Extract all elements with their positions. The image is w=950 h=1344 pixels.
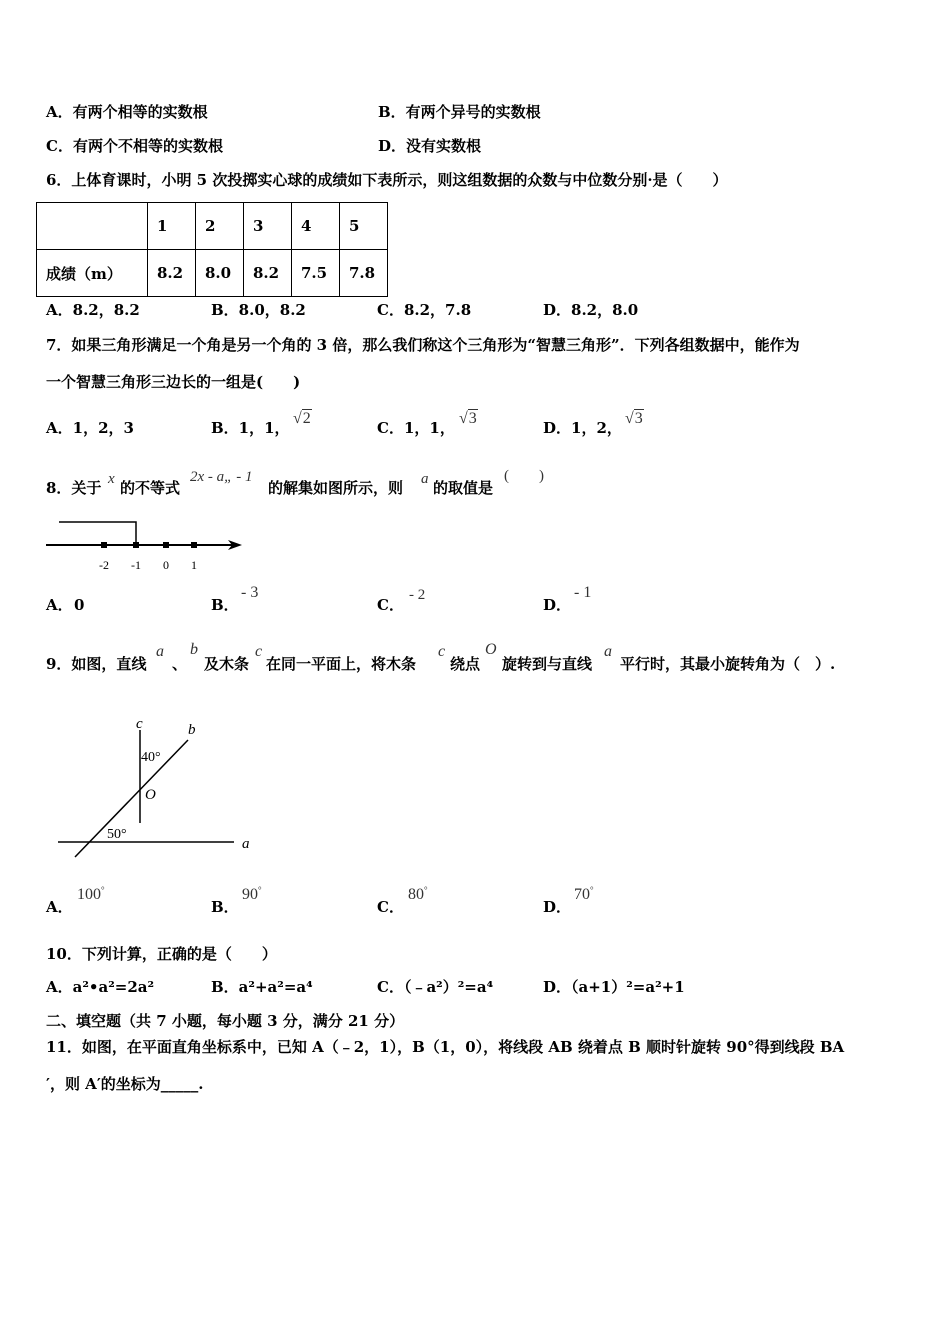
q9-stem-part3: 在同一平面上，将木条 — [266, 655, 417, 673]
q9-var-c: c — [255, 643, 263, 660]
table-cell: 8.2 — [244, 250, 292, 297]
q8-stem-part1: 8．关于 — [46, 479, 102, 497]
tick-label: -1 — [131, 558, 141, 572]
q8-option-a-value: 0 — [74, 596, 85, 614]
q9-stem-part5: 旋转到与直线 — [502, 655, 593, 673]
q8-option-b-label: B． — [211, 596, 239, 614]
q8-option-a-label: A． — [46, 596, 73, 614]
table-cell: 5 — [340, 203, 388, 250]
q11-line1: 11．如图，在平面直角坐标系中，已知 A（﹣2，1），B（1，0），将线段 AB 绕着点 B 顺时针旋转 90°得到线段 BA — [46, 1038, 845, 1056]
table-cell: 7.5 — [292, 250, 340, 297]
q10-option-c: C．（﹣a²）²=a⁴ — [377, 978, 494, 996]
section-heading: 二、填空题（共 7 小题，每小题 3 分，满分 21 分） — [46, 1012, 405, 1030]
q7-option-b-sqrt: √2 — [293, 410, 311, 427]
label-a: a — [242, 836, 250, 852]
q6-stem: 6．上体育课时，小明 5 次投掷实心球的成绩如下表所示，则这组数据的众数与中位数分别·是（ ） — [46, 171, 728, 189]
q7-option-c: C．1，1， — [377, 419, 455, 437]
tick-label: -2 — [99, 558, 109, 572]
q7-stem-line1: 7．如果三角形满足一个角是另一个角的 3 倍，那么我们称这个三角形为“智慧三角形”．下列各组数据中，能作为 — [46, 336, 800, 354]
q9-var-a: a — [156, 643, 164, 660]
q9-stem-part4: 绕点 — [450, 655, 481, 673]
label-b: b — [188, 722, 196, 738]
q9-option-b-label: B． — [211, 898, 239, 916]
q6-option-b: B．8.0，8.2 — [211, 301, 306, 319]
q8-stem-part2: 的不等式 — [120, 479, 181, 497]
q6-option-a: A．8.2，8.2 — [46, 301, 140, 319]
tick-label: 0 — [163, 558, 169, 572]
label-angle-50: 50° — [107, 827, 127, 842]
q5-option-d: D．没有实数根 — [378, 137, 482, 155]
label-c: c — [136, 716, 143, 732]
q5-option-c: C．有两个不相等的实数根 — [46, 137, 223, 155]
q7-option-b: B．1，1， — [211, 419, 290, 437]
q9-stem-part1: 9．如图，直线 — [46, 655, 147, 673]
q7-stem-line2: 一个智慧三角形三边长的一组是( ) — [46, 373, 301, 391]
q8-inequality: 2x - a„ - 1 — [190, 469, 253, 485]
table-cell: 3 — [244, 203, 292, 250]
q9-option-a-value: 100° — [77, 885, 105, 903]
table-cell: 1 — [148, 203, 196, 250]
label-angle-40: 40° — [141, 750, 161, 765]
table-header-row — [37, 203, 388, 250]
q8-option-b-value: - 3 — [241, 584, 259, 601]
q9-option-d-value: 70° — [574, 885, 594, 903]
label-o: O — [145, 787, 156, 803]
q8-option-d-value: - 1 — [574, 584, 592, 601]
q9-option-c-label: C． — [377, 898, 404, 916]
q10-option-a: A．a²•a²=2a² — [46, 978, 155, 996]
tick-label: 1 — [191, 558, 197, 572]
q9-var-c2: c — [438, 643, 446, 660]
q10-stem: 10．下列计算，正确的是（ ） — [46, 945, 277, 963]
q8-stem-part3: 的解集如图所示，则 — [268, 479, 404, 497]
q10-option-b: B．a²+a²=a⁴ — [211, 978, 313, 996]
table-cell: 2 — [196, 203, 244, 250]
q7-option-d-sqrt: √3 — [625, 410, 643, 427]
tick-mark — [101, 542, 107, 548]
q9-geometry-figure — [50, 710, 270, 870]
q7-option-c-sqrt: √3 — [459, 410, 477, 427]
q7-option-a: A．1，2，3 — [46, 419, 134, 437]
q8-var-a: a — [421, 471, 429, 487]
table-cell: 7.8 — [340, 250, 388, 297]
q8-number-line-figure — [40, 515, 250, 575]
q5-option-b: B．有两个异号的实数根 — [378, 103, 541, 121]
table-cell: 4 — [292, 203, 340, 250]
q5-option-a: A．有两个相等的实数根 — [46, 103, 208, 121]
table-row-label: 成绩（m） — [37, 250, 148, 297]
tick-mark — [191, 542, 197, 548]
q8-paren: ( ) — [504, 468, 544, 484]
q6-option-d: D．8.2，8.0 — [543, 301, 639, 319]
table-cell: 8.2 — [148, 250, 196, 297]
q9-option-b-value: 90° — [242, 885, 262, 903]
q9-separator: 、 — [172, 655, 188, 673]
tick-mark — [163, 542, 169, 548]
q9-option-d-label: D． — [543, 898, 572, 916]
table-cell — [37, 203, 148, 250]
q8-option-d-label: D． — [543, 596, 572, 614]
q8-var-x: x — [108, 471, 115, 487]
q9-stem-part6: 平行时，其最小旋转角为（ ）. — [620, 655, 836, 673]
table-cell: 8.0 — [196, 250, 244, 297]
q8-option-c-label: C． — [377, 596, 404, 614]
q9-var-o: O — [485, 641, 497, 658]
q9-option-c-value: 80° — [408, 885, 428, 903]
q8-option-c-value: - 2 — [409, 587, 426, 603]
q8-stem-part4: 的取值是 — [433, 479, 494, 497]
q9-option-a-label: A． — [46, 898, 73, 916]
line-b — [75, 740, 188, 857]
table-row — [37, 250, 388, 297]
solution-set-bracket — [59, 522, 136, 545]
q9-var-b: b — [190, 641, 198, 658]
q9-stem-part2: 及木条 — [204, 655, 250, 673]
q6-score-table — [36, 202, 388, 297]
tick-mark — [133, 542, 139, 548]
q11-line2: ′，则 A′的坐标为_____. — [46, 1075, 204, 1093]
q6-option-c: C．8.2，7.8 — [377, 301, 472, 319]
q10-option-d: D．（a+1）²=a²+1 — [543, 978, 685, 996]
q9-var-a2: a — [604, 643, 612, 660]
q7-option-d: D．1，2， — [543, 419, 622, 437]
